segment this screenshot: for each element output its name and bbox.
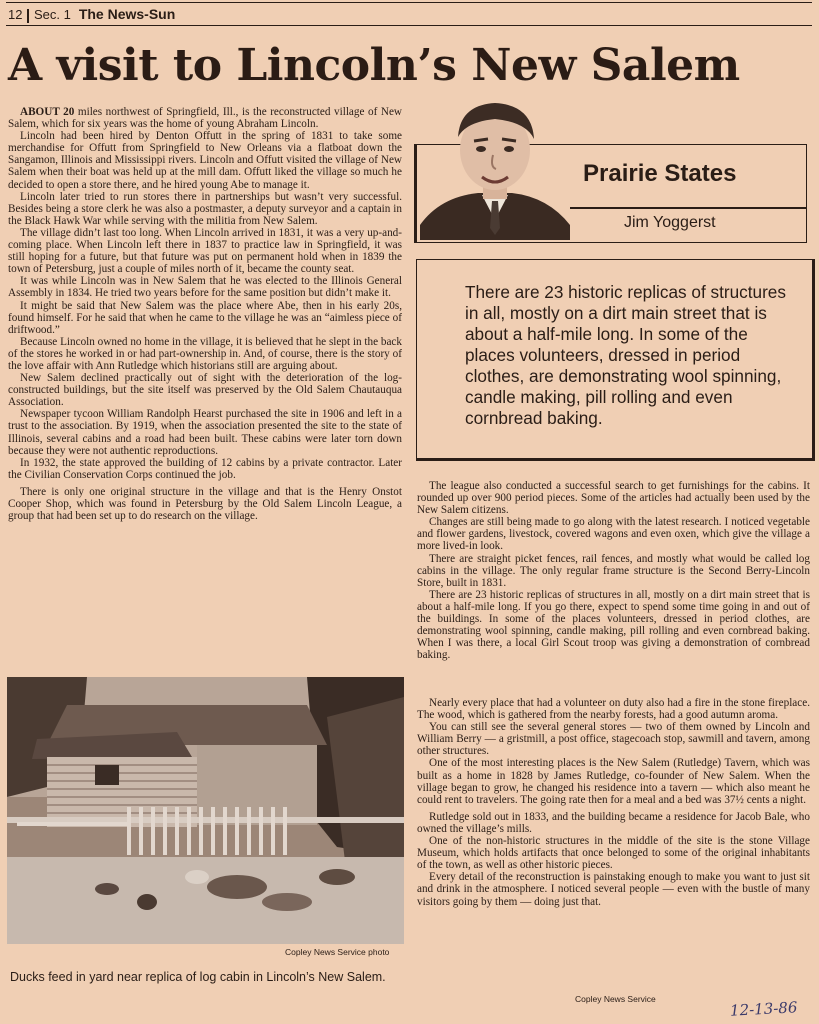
paragraph: Lincoln had been hired by Denton Offutt in the spring of 1831 to take some merchandise for Offutt from Springfield to New Orleans via a flatboat down the Sangamon, Illinois and Mississippi rivers. Lincoln and Offutt visited the village of New Salem when their boat was held up at the mill dam. Offutt liked the village so much he decided to open a store there, and he hired young Abe to manage it.: [8, 130, 402, 191]
photo-credit: Copley News Service photo: [285, 947, 390, 957]
paragraph: There is only one original structure in the village and that is the Henry Onstot Cooper Shop, which was found in Petersburg by the Old Salem Lincoln League, a group that had been set up to do research on the village.: [8, 485, 402, 523]
paragraph: It was while Lincoln was in New Salem that he was elected to the Illinois General Assembly in 1834. He tried two years before for the same position but didn’t make it.: [8, 275, 402, 300]
page-number: 12: [8, 7, 23, 22]
paragraph: One of the non-historic structures in the middle of the site is the stone Village Museum, which holds artifacts that once belonged to some of the original inhabitants of the town, as well as other historic pieces.: [417, 835, 810, 872]
section-label: Sec. 1: [33, 7, 71, 22]
log-cabin-photo: [7, 677, 404, 944]
paragraph: Because Lincoln owned no home in the village, it is believed that he slept in the back of the stores he worked in or had part-ownership in. And, of course, there is the story of the love affair with Ann Rutledge which historians still are arguing about.: [8, 335, 402, 372]
article-headline: A visit to Lincoln’s New Salem: [8, 40, 740, 91]
paragraph: New Salem declined practically out of sight with the deterioration of the log-constructed buildings, but the site itself was preserved by the Old Salem Chautauqua Association.: [8, 372, 402, 409]
paragraph: There are straight picket fences, rail fences, and mostly what would be called log cabins in the village. The only regular frame structure is the Second Berry-Lincoln Store, built in 1831.: [417, 552, 810, 589]
pull-quote: There are 23 historic replicas of structures in all, mostly on a dirt main street that is about a half-mile long. In some of the places volunteers, dressed in period clothes, are demonstrating wool spinning, candle making, pill rolling and even cornbread baking.: [465, 282, 786, 428]
paragraph: Nearly every place that had a volunteer on duty also had a fire in the stone fireplace. The wood, which is gathered from the nearby forests, had a good autumn aroma.: [417, 697, 810, 722]
author-name: Jim Yoggerst: [624, 214, 716, 231]
paragraph: It might be said that New Salem was the place where Abe, then in his early 20s, found himself. For he said that when he came to the village he was an “aimless piece of driftwood.”: [8, 299, 402, 336]
article-column-right-bottom: [417, 697, 810, 908]
paragraph: The league also conducted a successful search to get furnishings for the cabins. It rounded up over 900 period pieces. Some of the articles had actually been used by the New Salem citizens.: [417, 480, 810, 517]
photo-caption: Ducks feed in yard near replica of log cabin in Lincoln’s New Salem.: [10, 970, 386, 984]
lead-words: ABOUT 20: [20, 106, 75, 118]
paragraph: In 1932, the state approved the building of 12 cabins by a private contractor. Later the Civilian Conservation Corps continued the job.: [8, 456, 402, 481]
article-column-right-top: [417, 480, 810, 661]
paragraph: Newspaper tycoon William Randolph Hearst purchased the site in 1906 and left in a trust to the association. By 1919, when the association presented the site to the state of Illinois, several cabins and a road had been built. These cabins were later torn down because they were not authentic reproductions.: [8, 408, 402, 457]
paragraph: The village didn’t last too long. When Lincoln arrived in 1831, it was a very up-and-coming place. When Lincoln left there in 1837 to practice law in Springfield, it was still hoping for a future, but that future was put on permanent hold when in 1839 the town of Petersburg, just a couple of miles north of it, became the county seat.: [8, 226, 402, 276]
paragraph: One of the most interesting places is the New Salem (Rutledge) Tavern, which was built as a home in 1828 by James Rutledge, co-founder of New Salem. When the village began to grow, he changed his residence into a tavern — which also meant he could rent to travelers. The going rate then for a meal and a bed was 37½ cents a night.: [417, 757, 810, 806]
paragraph: Rutledge sold out in 1833, and the building became a residence for Jacob Bale, who owned the village’s mills.: [417, 810, 810, 835]
pull-quote-box: [416, 259, 815, 461]
paragraph: Lincoln later tried to run stores there in partnerships but wasn’t very successful. Besides being a store clerk he was also a postmaster, a deputy surveyor and a captain in the Black Hawk War while serving with the militia from New Salem.: [8, 190, 402, 227]
paragraph: Changes are still being made to go along with the latest research. I noticed vegetable and flower gardens, livestock, covered wagons and even oxen, which give the village a more lived-in look.: [417, 516, 810, 553]
paragraph: There are 23 historic replicas of structures in all, mostly on a dirt main street that is about a half-mile long. If you go there, expect to spend some time going in and out of the buildings. In some of the places volunteers, dressed in period clothes, are demonstrating wool spinning, candle making, pill rolling and even cornbread baking. When I was there, a local Girl Scout troop was giving a demonstration of cornbread baking.: [417, 588, 810, 662]
wire-service-credit: Copley News Service: [575, 994, 656, 1004]
columnist-portrait: [420, 97, 570, 240]
byline-divider: [570, 207, 806, 209]
column-section-title: Prairie States: [583, 160, 737, 187]
article-column-left: [8, 106, 402, 522]
handwritten-date: 12-13-86: [729, 998, 798, 1020]
paragraph: Every detail of the reconstruction is painstaking enough to make you want to just sit and drink in the atmosphere. I noticed several people — even with the bustle of many visitors going by them — doing just that.: [417, 871, 810, 908]
newspaper-name: The News-Sun: [78, 6, 176, 22]
paragraph: You can still see the several general stores — two of them owned by Lincoln and William Berry — a gristmill, a post office, stagecoach stop, sawmill and tavern, among other structures.: [417, 721, 810, 758]
header-divider: [27, 9, 29, 23]
paragraph-text: miles northwest of Springfield, Ill., is the reconstructed village of New Salem, which for six years was the home of young Abraham Lincoln.: [8, 106, 402, 131]
page-header: [6, 2, 812, 26]
paragraph: [8, 106, 402, 130]
